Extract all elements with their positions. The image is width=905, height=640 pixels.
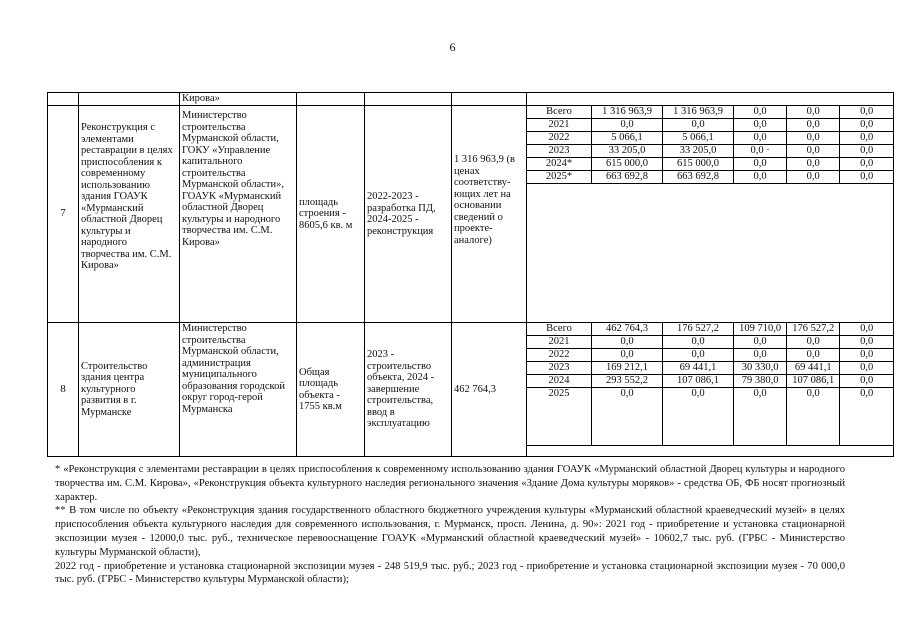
value-2: 107 086,1 (663, 375, 734, 388)
value-2: 176 527,2 (663, 323, 734, 336)
footnote-3: 2022 год - приобретение и установка стационарной экспозиции музея - 248 519,9 тыс. руб.; 2023 год - приобретение и установка стационарной экспозиции музея - 70 000,0 тыс. руб. (ГРБС - Министерство культуры Мурманской области); (55, 560, 845, 586)
value-4: 0,0 (787, 158, 840, 171)
funding-years (527, 106, 894, 323)
executor: Министерство строительства Мурманской области, администрация муниципального образования городской округ город-герой Мурманска (180, 323, 297, 457)
year: 2024 (527, 375, 592, 388)
value-4: 0,0 (787, 336, 840, 349)
value-2: 33 205,0 (663, 145, 734, 158)
page-number: 6 (449, 40, 456, 54)
value-3: 109 710,0 (734, 323, 787, 336)
value-5: 0,0 (840, 171, 893, 184)
object-name: Строительство здания центра культурного развития в г. Мурманске (79, 323, 180, 457)
value-4: 107 086,1 (787, 375, 840, 388)
value-2: 663 692,8 (663, 171, 734, 184)
value-3: 0,0 (734, 132, 787, 145)
value-3: 79 380,0 (734, 375, 787, 388)
total-value: 462 764,3 (592, 323, 663, 336)
estimated-cost: 1 316 963,9 (в ценах соответству-ющих лет на основании сведений о проекте-аналоге) (452, 106, 527, 323)
funding-row (527, 336, 893, 349)
value-4: 0,0 (787, 132, 840, 145)
value-4: 176 527,2 (787, 323, 840, 336)
total-value: 663 692,8 (592, 171, 663, 184)
total-value: 5 066,1 (592, 132, 663, 145)
year: 2025* (527, 171, 592, 184)
funding-row (527, 106, 893, 119)
value-2: 0,0 (663, 336, 734, 349)
value-5: 0,0 (840, 375, 893, 388)
total-value: 33 205,0 (592, 145, 663, 158)
total-value: 0,0 (592, 349, 663, 362)
year: Всего (527, 323, 592, 336)
value-5: 0,0 (840, 362, 893, 375)
value-4: 0,0 (787, 349, 840, 362)
total-value: 169 212,1 (592, 362, 663, 375)
year: 2023 (527, 145, 592, 158)
value-4: 0,0 (787, 145, 840, 158)
year: 2023 (527, 362, 592, 375)
footnote-2: ** В том числе по объекту «Реконструкция здания государственного областного бюджетного учреждения культуры «Мурманский областной краеведческий музей» в целях приспособления объекта культурного наследия для современного использования, г. Мурманск, просп. Ленина, д. 90»: 2021 год - приобретение и установка стационарной экспозиции музея - 12000,0 тыс. руб., техническое перевооснащение ГОАУК «Мурманский областной краеведческий музей» - 10602,7 тыс. руб. (ГРБС - Министерство культуры Мурманской области), (55, 505, 845, 558)
funding-row (527, 388, 893, 446)
value-2: 5 066,1 (663, 132, 734, 145)
value-4: 0,0 (787, 388, 840, 446)
value-4: 69 441,1 (787, 362, 840, 375)
funding-row (527, 323, 893, 336)
cell-empty (365, 93, 452, 106)
value-2: 0,0 (663, 349, 734, 362)
value-3: 0,0 (734, 171, 787, 184)
value-5: 0,0 (840, 119, 893, 132)
funding-row (527, 132, 893, 145)
funding-years (527, 323, 894, 457)
executor: Министерство строительства Мурманской области, ГОКУ «Управление капитального строительства Мурманской области», ГОАУК «Мурманский областной Дворец культуры и народного творчества им. С.М. Кирова» (180, 106, 297, 323)
value-5: 0,0 (840, 106, 893, 119)
total-value: 0,0 (592, 119, 663, 132)
value-3: 0,0 (734, 349, 787, 362)
footnotes (55, 463, 845, 587)
program-table (47, 92, 894, 457)
total-value: 615 000,0 (592, 158, 663, 171)
value-2: 0,0 (663, 119, 734, 132)
cell-empty (297, 93, 365, 106)
funding-row (527, 375, 893, 388)
term: 2022-2023 - разработка ПД, 2024-2025 - реконструкция (365, 106, 452, 323)
funding-row (527, 349, 893, 362)
total-value: 0,0 (592, 336, 663, 349)
table-row (48, 106, 894, 323)
value-5: 0,0 (840, 388, 893, 446)
year: 2022 (527, 349, 592, 362)
value-3: 0,0 (734, 336, 787, 349)
value-2: 1 316 963,9 (663, 106, 734, 119)
funding-table (527, 106, 893, 184)
value-3: 0,0 (734, 119, 787, 132)
footnote-1: * «Реконструкция с элементами реставрации в целях приспособления к современному использованию здания ГОАУК «Мурманский областной Дворец культуры и народного творчества им. С.М. Кирова», «Реконструкция объекта культурного наследия регионального значения «Здание Дома культуры моряков» - средства ОБ, ФБ носят прогнозный характер. (55, 464, 845, 503)
cell-empty (527, 93, 894, 106)
value-4: 0,0 (787, 119, 840, 132)
estimated-cost: 462 764,3 (452, 323, 527, 457)
value-2: 615 000,0 (663, 158, 734, 171)
object-name: Реконструкция с элементами реставрации в целях приспособления к современному использованию здания ГОАУК «Мурманский областной Дворец культуры и народного творчества им. С.М. Кирова» (79, 106, 180, 323)
year: 2025 (527, 388, 592, 446)
value-5: 0,0 (840, 132, 893, 145)
value-3: 0,0 (734, 388, 787, 446)
value-3: 0,0 · (734, 145, 787, 158)
value-5: 0,0 (840, 145, 893, 158)
value-4: 0,0 (787, 106, 840, 119)
value-2: 69 441,1 (663, 362, 734, 375)
table-row (48, 323, 894, 457)
row-number: 7 (48, 106, 79, 323)
term: 2023 - строительство объекта, 2024 - завершение строительства, ввод в эксплуатацию (365, 323, 452, 457)
year: 2024* (527, 158, 592, 171)
year: Всего (527, 106, 592, 119)
total-value: 0,0 (592, 388, 663, 446)
object-area: площадь строения - 8605,6 кв. м (297, 106, 365, 323)
total-value: 1 316 963,9 (592, 106, 663, 119)
funding-row (527, 362, 893, 375)
row-number: 8 (48, 323, 79, 457)
value-5: 0,0 (840, 336, 893, 349)
funding-table (527, 323, 893, 446)
value-5: 0,0 (840, 158, 893, 171)
object-area: Общая площадь объекта - 1755 кв.м (297, 323, 365, 457)
year: 2022 (527, 132, 592, 145)
funding-row (527, 158, 893, 171)
total-value: 293 552,2 (592, 375, 663, 388)
funding-row (527, 171, 893, 184)
value-3: 0,0 (734, 158, 787, 171)
value-3: 30 330,0 (734, 362, 787, 375)
cell-empty (79, 93, 180, 106)
value-4: 0,0 (787, 171, 840, 184)
continuation-row (48, 93, 894, 106)
value-5: 0,0 (840, 349, 893, 362)
funding-row (527, 119, 893, 132)
year: 2021 (527, 119, 592, 132)
value-2: 0,0 (663, 388, 734, 446)
funding-row (527, 145, 893, 158)
cell-empty (452, 93, 527, 106)
value-3: 0,0 (734, 106, 787, 119)
value-5: 0,0 (840, 323, 893, 336)
continuation-text: Кирова» (180, 93, 297, 106)
cell-empty (48, 93, 79, 106)
year: 2021 (527, 336, 592, 349)
